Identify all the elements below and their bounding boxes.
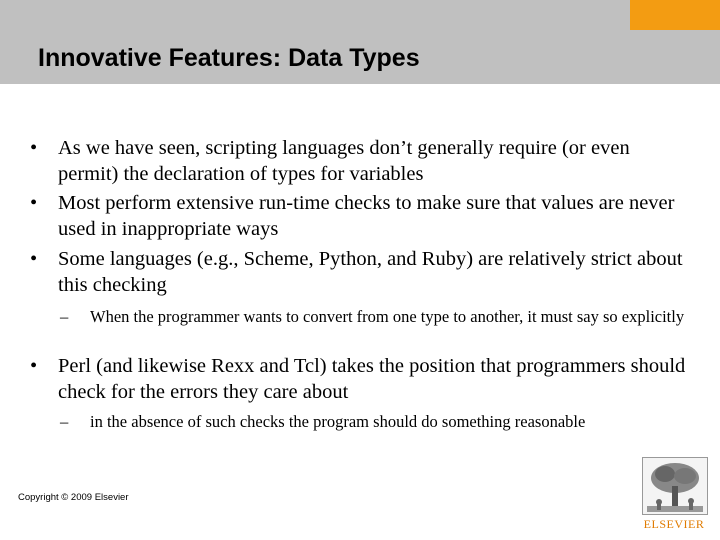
dash-mark: – xyxy=(60,307,69,326)
bullet-mark: • xyxy=(30,192,38,214)
sub-bullet-text: in the absence of such checks the program should do something reasonable xyxy=(90,412,586,431)
copyright-text: Copyright © 2009 Elsevier xyxy=(18,492,129,503)
bullet-mark: • xyxy=(30,355,38,377)
bullet-text: As we have seen, scripting languages don’t generally require (or even permit) the declaration of types for variables xyxy=(58,137,630,185)
tree-icon xyxy=(642,457,708,515)
bullet-3 xyxy=(30,246,690,298)
bullet-mark: • xyxy=(30,248,38,270)
bullet-4 xyxy=(30,353,690,405)
sub-bullet-text: When the programmer wants to convert from one type to another, it must say so explicitly xyxy=(90,307,685,326)
sub-bullet-2 xyxy=(60,412,690,432)
bullet-2 xyxy=(30,190,690,242)
gray-accent-block xyxy=(630,30,720,84)
title-bar xyxy=(0,0,630,84)
bullet-text: Perl (and likewise Rexx and Tcl) takes the position that programmers should check for the errors they care about xyxy=(58,355,686,403)
logo-wordmark: ELSEVIER xyxy=(643,517,705,531)
sub-bullet-1 xyxy=(60,307,690,327)
slide-title: Innovative Features: Data Types xyxy=(38,44,420,72)
bullet-mark: • xyxy=(30,137,38,159)
dash-mark: – xyxy=(60,412,69,431)
bullet-text: Some languages (e.g., Scheme, Python, and Ruby) are relatively strict about this checking xyxy=(58,248,683,296)
orange-accent-block xyxy=(630,0,720,30)
elsevier-logo xyxy=(636,455,712,535)
bullet-1 xyxy=(30,135,690,187)
bullet-text: Most perform extensive run-time checks to make sure that values are never used in inappropriate ways xyxy=(58,192,675,240)
